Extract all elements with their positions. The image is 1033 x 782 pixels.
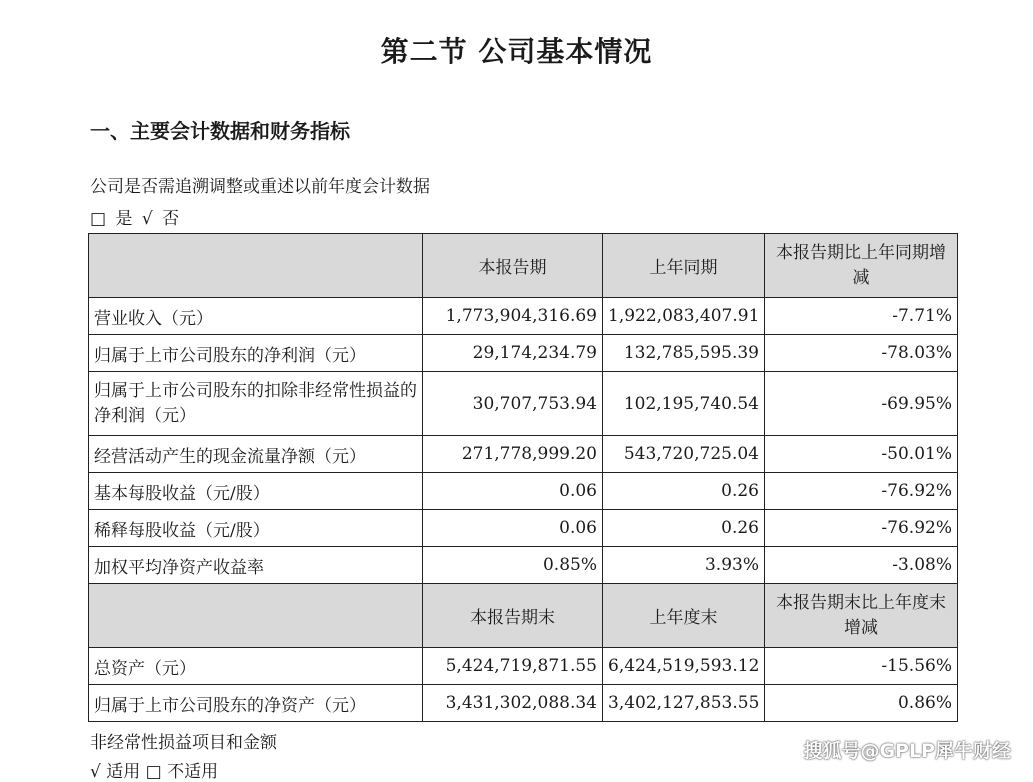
prior-value: 0.26 bbox=[603, 473, 765, 510]
change-value: -3.08% bbox=[765, 547, 958, 584]
current-value: 0.06 bbox=[423, 510, 603, 547]
not-applicable-checkbox-empty: □ bbox=[145, 762, 162, 782]
table-row bbox=[89, 510, 958, 547]
prior-value: 1,922,083,407.91 bbox=[603, 298, 765, 335]
restatement-options bbox=[90, 204, 183, 229]
current-value: 1,773,904,316.69 bbox=[423, 298, 603, 335]
prior-value: 102,195,740.54 bbox=[603, 372, 765, 436]
current-value: 30,707,753.94 bbox=[423, 372, 603, 436]
row-label: 加权平均净资产收益率 bbox=[89, 547, 423, 584]
table-header-row bbox=[89, 584, 958, 648]
table-row bbox=[89, 648, 958, 685]
change-value: -50.01% bbox=[765, 436, 958, 473]
section-title: 一、主要会计数据和财务指标 bbox=[90, 119, 350, 143]
applicable-label: 适用 bbox=[106, 762, 141, 782]
applicable-checkmark: √ bbox=[90, 762, 101, 782]
row-label: 总资产（元） bbox=[89, 648, 423, 685]
prior-value: 0.26 bbox=[603, 510, 765, 547]
table-row bbox=[89, 298, 958, 335]
header-cell-period-end: 本报告期末 bbox=[423, 584, 603, 648]
current-value: 0.06 bbox=[423, 473, 603, 510]
prior-value: 3.93% bbox=[603, 547, 765, 584]
current-value: 29,174,234.79 bbox=[423, 335, 603, 372]
current-value: 3,431,302,088.34 bbox=[423, 685, 603, 722]
row-label: 归属于上市公司股东的净利润（元） bbox=[89, 335, 423, 372]
change-value: -76.92% bbox=[765, 510, 958, 547]
applicability-options bbox=[90, 757, 218, 782]
change-value: -7.71% bbox=[765, 298, 958, 335]
row-label: 营业收入（元） bbox=[89, 298, 423, 335]
table-row bbox=[89, 685, 958, 722]
header-cell-prior-year-end: 上年度末 bbox=[603, 584, 765, 648]
prior-value: 6,424,519,593.12 bbox=[603, 648, 765, 685]
table-row bbox=[89, 436, 958, 473]
row-label: 归属于上市公司股东的净资产（元） bbox=[89, 685, 423, 722]
header-cell-change: 本报告期比上年同期增减 bbox=[765, 234, 958, 298]
page-title: 第二节 公司基本情况 bbox=[380, 35, 653, 68]
table-row bbox=[89, 335, 958, 372]
row-label: 稀释每股收益（元/股） bbox=[89, 510, 423, 547]
change-value: -78.03% bbox=[765, 335, 958, 372]
header-cell-blank bbox=[89, 584, 423, 648]
yes-checkbox-empty: □ bbox=[90, 209, 107, 229]
no-checkmark: √ bbox=[141, 209, 153, 229]
prior-value: 3,402,127,853.55 bbox=[603, 685, 765, 722]
prior-value: 543,720,725.04 bbox=[603, 436, 765, 473]
prior-value: 132,785,595.39 bbox=[603, 335, 765, 372]
change-value: 0.86% bbox=[765, 685, 958, 722]
header-cell-blank bbox=[89, 234, 423, 298]
yes-label: 是 bbox=[115, 209, 133, 229]
nonrecurring-title: 非经常性损益项目和金额 bbox=[90, 733, 277, 753]
current-value: 0.85% bbox=[423, 547, 603, 584]
current-value: 5,424,719,871.55 bbox=[423, 648, 603, 685]
financial-indicators-table bbox=[88, 233, 958, 722]
header-cell-current-period: 本报告期 bbox=[423, 234, 603, 298]
no-label: 否 bbox=[162, 209, 180, 229]
watermark: 搜狐号@GPLP犀牛财经 bbox=[803, 740, 1011, 762]
header-cell-change: 本报告期末比上年度末增减 bbox=[765, 584, 958, 648]
restatement-question: 公司是否需追溯调整或重述以前年度会计数据 bbox=[90, 177, 430, 197]
table-header-row bbox=[89, 234, 958, 298]
table-row bbox=[89, 372, 958, 436]
not-applicable-label: 不适用 bbox=[167, 762, 219, 782]
change-value: -69.95% bbox=[765, 372, 958, 436]
row-label: 经营活动产生的现金流量净额（元） bbox=[89, 436, 423, 473]
table-row bbox=[89, 473, 958, 510]
table-row bbox=[89, 547, 958, 584]
change-value: -15.56% bbox=[765, 648, 958, 685]
change-value: -76.92% bbox=[765, 473, 958, 510]
header-cell-prior-period: 上年同期 bbox=[603, 234, 765, 298]
current-value: 271,778,999.20 bbox=[423, 436, 603, 473]
row-label: 基本每股收益（元/股） bbox=[89, 473, 423, 510]
row-label: 归属于上市公司股东的扣除非经常性损益的净利润（元） bbox=[89, 372, 423, 436]
